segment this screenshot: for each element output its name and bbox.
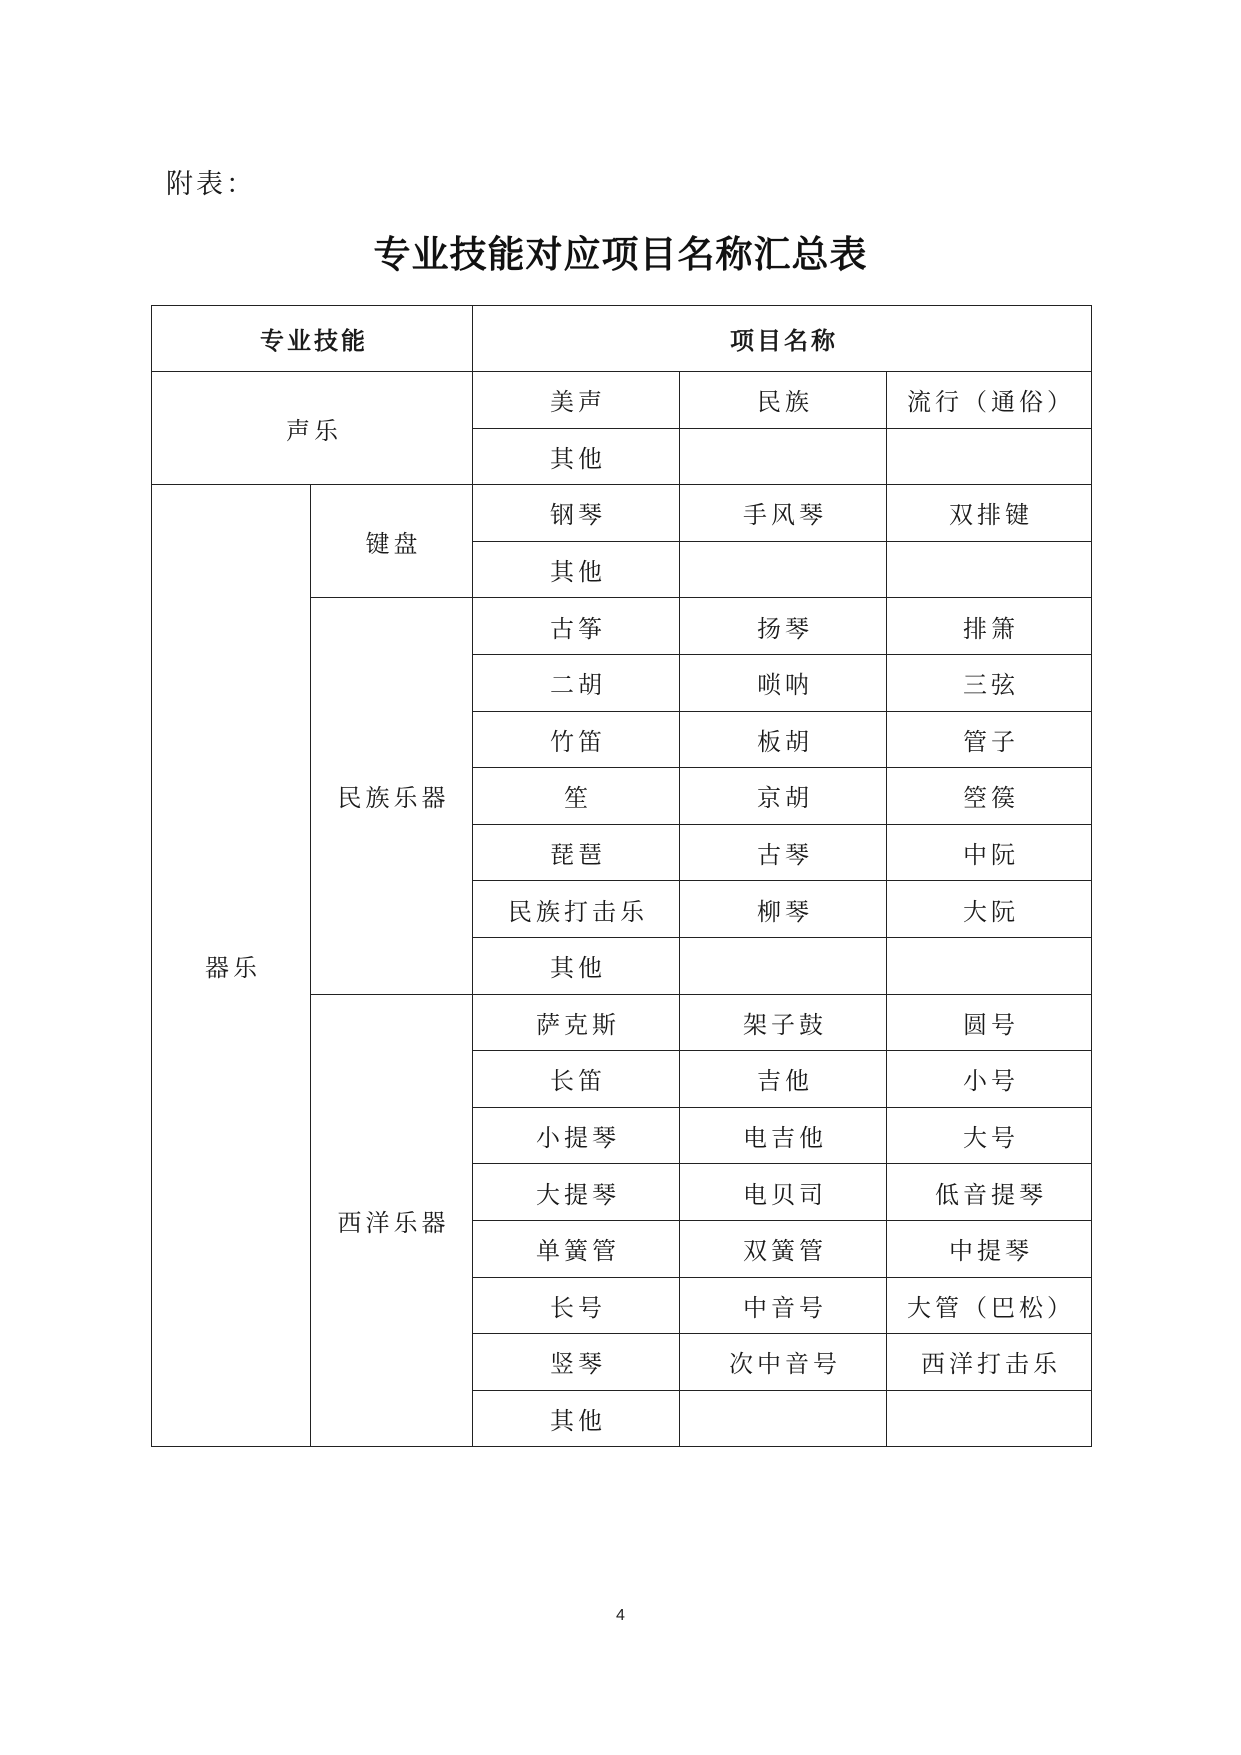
table-cell: 竹笛	[473, 711, 680, 768]
table-cell: 大管（巴松）	[887, 1277, 1092, 1334]
empty-cell	[887, 1390, 1092, 1447]
table-cell: 扬琴	[680, 598, 887, 655]
table-cell: 圆号	[887, 994, 1092, 1051]
table-cell: 中阮	[887, 824, 1092, 881]
table-cell: 次中音号	[680, 1334, 887, 1391]
table-cell: 双簧管	[680, 1220, 887, 1277]
attachment-label: 附表：	[166, 169, 256, 200]
table-cell: 电贝司	[680, 1164, 887, 1221]
table-cell: 小提琴	[473, 1107, 680, 1164]
table-cell: 大号	[887, 1107, 1092, 1164]
table-cell: 手风琴	[680, 485, 887, 542]
empty-cell	[887, 541, 1092, 598]
table-cell: 箜篌	[887, 768, 1092, 825]
table-cell: 长号	[473, 1277, 680, 1334]
table-cell: 低音提琴	[887, 1164, 1092, 1221]
skill-project-summary-table	[151, 305, 1092, 1447]
category-instrumental: 器乐	[152, 485, 311, 1447]
table-cell: 其他	[473, 937, 680, 994]
header-project-name: 项目名称	[473, 306, 1092, 372]
table-cell: 管子	[887, 711, 1092, 768]
table-cell: 唢呐	[680, 654, 887, 711]
table-cell: 古琴	[680, 824, 887, 881]
table-row	[152, 485, 1092, 542]
empty-cell	[680, 937, 887, 994]
table-cell: 其他	[473, 428, 680, 485]
table-cell: 西洋打击乐	[887, 1334, 1092, 1391]
subcategory-keyboard: 键盘	[311, 485, 473, 598]
page-title: 专业技能对应项目名称汇总表	[373, 233, 868, 276]
table-cell: 琵琶	[473, 824, 680, 881]
table-cell: 板胡	[680, 711, 887, 768]
category-vocal: 声乐	[152, 372, 473, 485]
table-cell: 京胡	[680, 768, 887, 825]
empty-cell	[680, 541, 887, 598]
table-cell: 双排键	[887, 485, 1092, 542]
empty-cell	[887, 937, 1092, 994]
table-cell: 长笛	[473, 1051, 680, 1108]
table-cell: 单簧管	[473, 1220, 680, 1277]
table-header-row	[152, 306, 1092, 372]
table-cell: 中音号	[680, 1277, 887, 1334]
table-cell: 大提琴	[473, 1164, 680, 1221]
page-number: 4	[616, 1607, 625, 1624]
table-cell: 其他	[473, 541, 680, 598]
table-cell: 三弦	[887, 654, 1092, 711]
subcategory-folk-instruments: 民族乐器	[311, 598, 473, 994]
table-cell: 竖琴	[473, 1334, 680, 1391]
table-cell: 排箫	[887, 598, 1092, 655]
header-skill: 专业技能	[152, 306, 473, 372]
table-cell: 架子鼓	[680, 994, 887, 1051]
table-cell: 钢琴	[473, 485, 680, 542]
table-cell: 吉他	[680, 1051, 887, 1108]
table-cell: 古筝	[473, 598, 680, 655]
table-cell: 柳琴	[680, 881, 887, 938]
table-cell: 其他	[473, 1390, 680, 1447]
table-cell: 民族打击乐	[473, 881, 680, 938]
empty-cell	[680, 428, 887, 485]
table-cell: 流行（通俗）	[887, 372, 1092, 429]
empty-cell	[887, 428, 1092, 485]
subcategory-western-instruments: 西洋乐器	[311, 994, 473, 1447]
table-cell: 萨克斯	[473, 994, 680, 1051]
table-cell: 民族	[680, 372, 887, 429]
table-cell: 中提琴	[887, 1220, 1092, 1277]
table-cell: 大阮	[887, 881, 1092, 938]
table-cell: 美声	[473, 372, 680, 429]
table-cell: 笙	[473, 768, 680, 825]
table-row	[152, 372, 1092, 429]
empty-cell	[680, 1390, 887, 1447]
table-cell: 小号	[887, 1051, 1092, 1108]
table-cell: 电吉他	[680, 1107, 887, 1164]
table-cell: 二胡	[473, 654, 680, 711]
